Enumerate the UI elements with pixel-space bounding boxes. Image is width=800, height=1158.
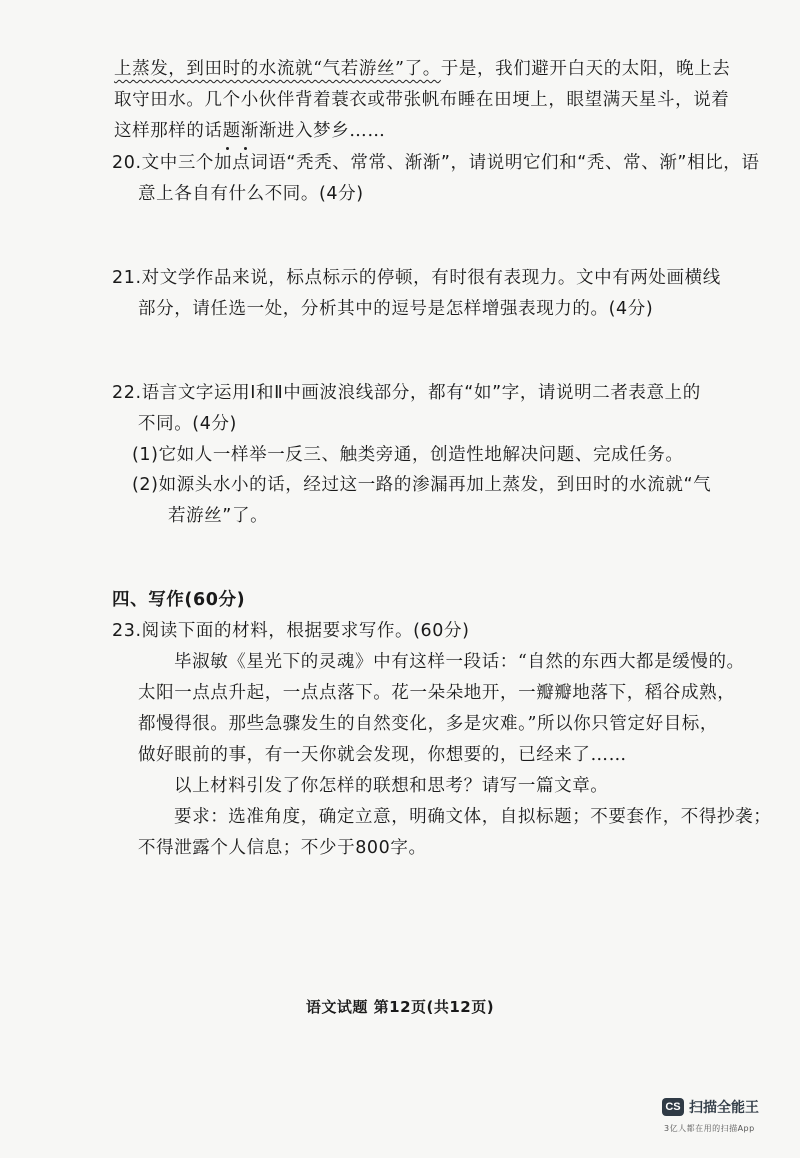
material-line-3: 都慢得很。那些急骤发生的自然变化，多是灾难。”所以你只管定好目标， [138,714,718,734]
question-20-line-2: 意上各自有什么不同。(4分) [138,184,364,204]
question-20-line-1: 20.文中三个加点词语“秃秃、常常、渐渐”，请说明它们和“秃、常、渐”相比，语 [112,153,760,173]
material-line-1: 毕淑敏《星光下的灵魂》中有这样一段话：“自然的东西大都是缓慢的。 [174,652,745,672]
question-22-line-2: 不同。(4分) [138,414,237,434]
camscanner-name: 扫描全能王 [689,1100,759,1116]
question-21-line-2: 部分，请任选一处，分析其中的逗号是怎样增强表现力的。(4分) [138,299,654,319]
emphasis-dot [226,147,229,150]
question-21-line-1: 21.对文学作品来说，标点标示的停顿，有时很有表现力。文中有两处画横线 [112,268,721,288]
section-heading-writing: 四、写作(60分) [112,590,246,610]
emphasis-dot [244,147,247,150]
wavy-underlined-text: 上蒸发，到田时的水流就“气若游丝”了。 [114,59,441,79]
material-line-2: 太阳一点点升起，一点点落下。花一朵朵地开，一瓣瓣地落下，稻谷成熟， [138,683,736,703]
material-line-4: 做好眼前的事，有一天你就会发现，你想要的，已经来了…… [138,745,627,765]
requirements-line-1: 要求：选准角度，确定立意，明确文体，自拟标题；不要套作，不得抄袭； [174,807,772,827]
question-22-item-2-line-2: 若游丝”了。 [168,506,269,526]
question-22-item-2-line-1: (2)如源头水小的话，经过这一路的渗漏再加上蒸发，到田时的水流就“气 [132,475,712,495]
requirements-line-2: 不得泄露个人信息；不少于800字。 [138,838,427,858]
page-footer: 语文试题 第12页(共12页) [305,998,495,1016]
camscanner-logo-icon: CS [662,1098,684,1116]
passage-line-3: 这样那样的话题渐渐进入梦乡…… [114,121,386,141]
passage-line-1-rest: 于是，我们避开白天的太阳，晚上去 [440,59,731,79]
passage-line-2: 取守田水。几个小伙伴背着蓑衣或带张帆布睡在田埂上，眼望满天星斗，说着 [114,90,730,110]
writing-prompt: 以上材料引发了你怎样的联想和思考？请写一篇文章。 [174,776,609,796]
camscanner-tagline: 3亿人都在用的扫描App [664,1124,755,1133]
passage-line-1 [114,57,730,81]
question-22-line-1: 22.语言文字运用Ⅰ和Ⅱ中画波浪线部分，都有“如”字，请说明二者表意上的 [112,383,701,403]
question-23: 23.阅读下面的材料，根据要求写作。(60分) [112,621,470,641]
question-22-item-1: (1)它如人一样举一反三、触类旁通，创造性地解决问题、完成任务。 [132,445,684,465]
